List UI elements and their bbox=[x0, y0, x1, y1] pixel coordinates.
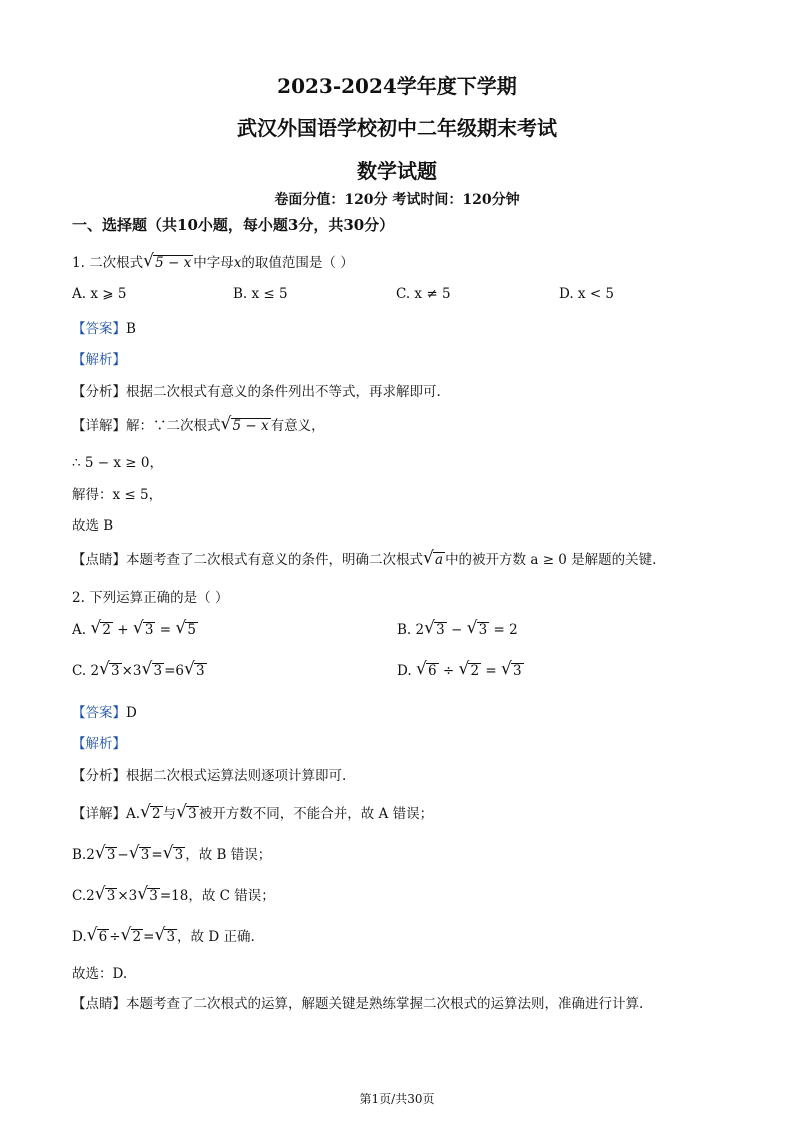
q1-option-a: A. x ⩾ 5 bbox=[72, 286, 127, 302]
q1-xiangjie: 【详解】解：∵二次根式√ 5 − x 有意义， bbox=[72, 414, 325, 434]
q2-detail-d: D.√ 6 ÷√ 2 =√ 3 ，故 D 正确. bbox=[72, 925, 255, 945]
exam-school-title: 武汉外国语学校初中二年级期末考试 bbox=[237, 116, 557, 140]
q1-step-2: 解得：x ≤ 5， bbox=[72, 487, 163, 503]
q2-option-d: D. √ 6 ÷ √ 2 = √ 3 bbox=[397, 663, 524, 679]
q1-option-b: B. x ≤ 5 bbox=[233, 286, 288, 302]
q2-answer: 【答案】D bbox=[72, 705, 137, 721]
q1-dianjing: 【点睛】本题考查了二次根式有意义的条件，明确二次根式√ a 中的被开方数 a ≥ 0 是解题的关键. bbox=[72, 548, 656, 568]
q2-option-b: B. 2√ 3 − √ 3 = 2 bbox=[397, 622, 518, 638]
exam-year-title: 2023-2024学年度下学期 bbox=[277, 74, 517, 98]
q1-stem: 1. 二次根式√ 5 − x 中字母x的取值范围是（ ） bbox=[72, 251, 354, 271]
page-footer: 第1页/共30页 bbox=[359, 1092, 435, 1106]
q2-dianjing: 【点睛】本题考查了二次根式的运算，解题关键是熟练掌握二次根式的运算法则，准确进行计算. bbox=[72, 996, 644, 1012]
q1-step-3: 故选 B bbox=[72, 518, 114, 534]
q1-answer: 【答案】B bbox=[72, 321, 136, 337]
q2-fenxi: 【分析】根据二次根式运算法则逐项计算即可. bbox=[72, 768, 347, 784]
exam-info: 卷面分值：120分 考试时间：120分钟 bbox=[274, 192, 520, 208]
q1-jiexi: 【解析】 bbox=[72, 352, 126, 368]
q2-detail-b: B.2√ 3 −√ 3 =√ 3 ，故 B 错误； bbox=[72, 843, 271, 863]
q1-fenxi: 【分析】根据二次根式有意义的条件列出不等式，再求解即可. bbox=[72, 384, 441, 400]
q1-radical: √ 5 − x bbox=[144, 255, 193, 271]
exam-subject-title: 数学试题 bbox=[357, 159, 437, 183]
q1-step-1: ∴ 5 − x ≥ 0， bbox=[72, 455, 163, 471]
q1-option-c: C. x ≠ 5 bbox=[396, 286, 451, 302]
q1-option-d: D. x < 5 bbox=[559, 286, 615, 302]
section-heading: 一、选择题（共10小题，每小题3分，共30分） bbox=[72, 216, 395, 234]
q2-option-c: C. 2√ 3 ×3√ 3 =6√ 3 bbox=[72, 663, 207, 679]
q2-detail-a: 【详解】A.√ 2 与√ 3 被开方数不同，不能合并，故 A 错误； bbox=[72, 802, 433, 822]
q2-jiexi: 【解析】 bbox=[72, 736, 126, 752]
q2-stem: 2. 下列运算正确的是（ ） bbox=[72, 590, 229, 606]
q2-detail-c: C.2√ 3 ×3√ 3 =18，故 C 错误； bbox=[72, 884, 275, 904]
q2-option-a: A. √ 2 + √ 3 = √ 5 bbox=[72, 622, 198, 638]
q2-choose: 故选：D. bbox=[72, 966, 128, 982]
